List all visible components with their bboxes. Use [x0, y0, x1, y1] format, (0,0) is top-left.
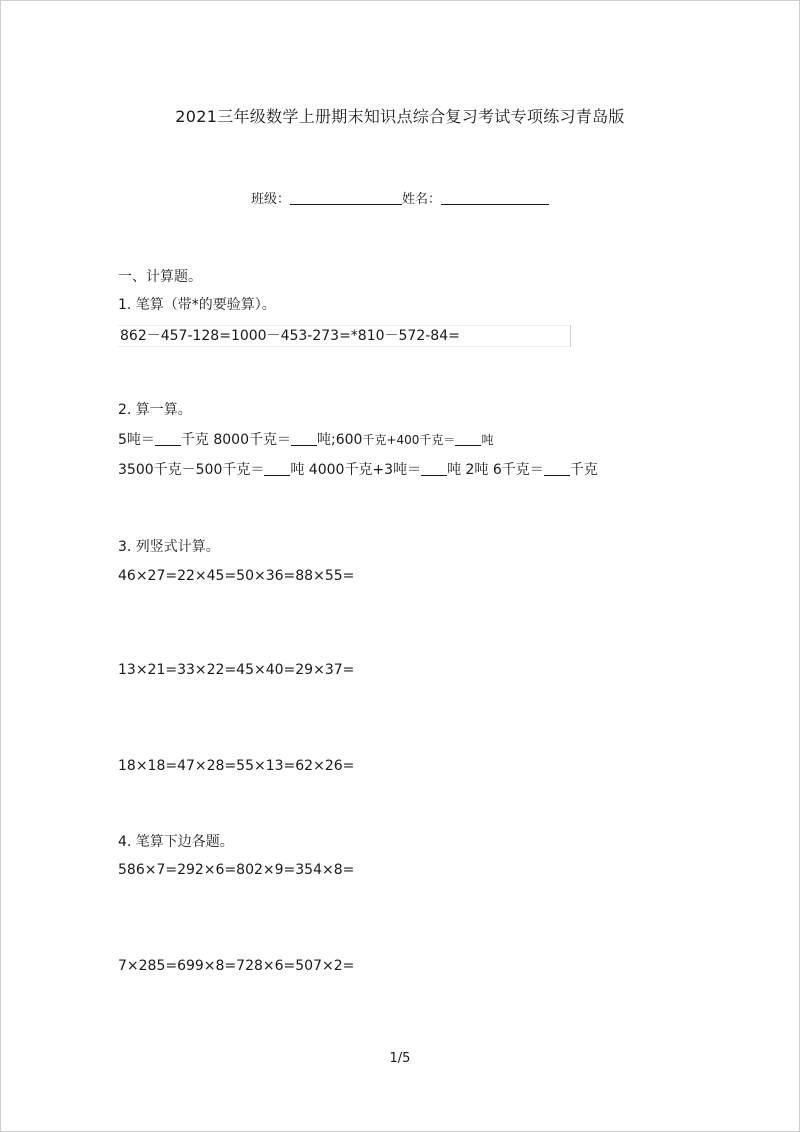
- answer-blank[interactable]: [155, 431, 181, 446]
- question-4-row-1: 586×7=292×6=802×9=354×8=: [118, 862, 355, 878]
- answer-blank[interactable]: [291, 431, 317, 446]
- question-1-label: 1. 笔算（带*的要验算）。: [118, 297, 276, 313]
- name-label: 姓名：: [402, 192, 442, 207]
- student-info-line: [0, 190, 800, 209]
- question-3-row-1: 46×27=22×45=50×36=88×55=: [118, 568, 355, 584]
- class-label: 班级：: [250, 192, 290, 207]
- answer-blank[interactable]: [544, 461, 570, 476]
- question-3-row-3: 18×18=47×28=55×13=62×26=: [118, 758, 355, 774]
- question-2-line-1: 5吨＝ 千克 8000千克＝ 吨;600千克+400千克＝ 吨: [118, 432, 494, 448]
- class-blank[interactable]: [290, 190, 402, 205]
- question-3-row-2: 13×21=33×22=45×40=29×37=: [118, 662, 355, 678]
- answer-blank[interactable]: [455, 431, 481, 446]
- answer-blank[interactable]: [421, 461, 447, 476]
- question-4-label: 4. 笔算下边各题。: [118, 834, 234, 850]
- question-4-row-2: 7×285=699×8=728×6=507×2=: [118, 958, 355, 974]
- section-heading: 一、计算题。: [118, 269, 202, 285]
- answer-blank[interactable]: [264, 461, 290, 476]
- question-3-label: 3. 列竖式计算。: [118, 539, 220, 555]
- page-number: 1/5: [389, 1051, 411, 1066]
- page-title: 2021三年级数学上册期末知识点综合复习考试专项练习青岛版: [175, 107, 625, 126]
- name-blank[interactable]: [441, 190, 549, 205]
- question-2-label: 2. 算一算。: [118, 402, 192, 418]
- question-1-equations: 862－457-128=1000－453-273=*810－572-84=: [120, 328, 460, 344]
- question-2-line-2: 3500千克－500千克＝ 吨 4000千克+3吨＝ 吨 2吨 6千克＝ 千克: [118, 462, 598, 478]
